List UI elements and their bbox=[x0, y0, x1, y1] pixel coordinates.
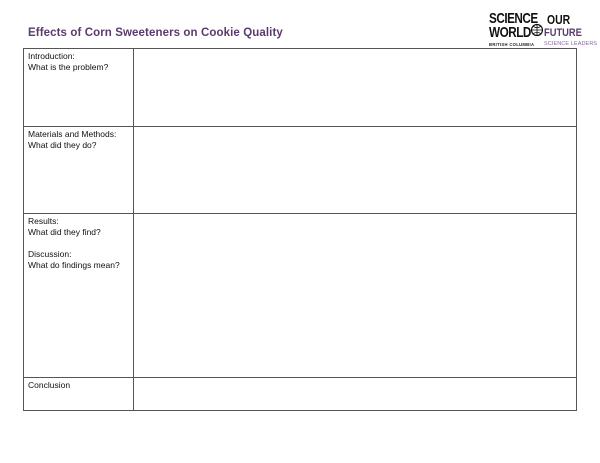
logo-british-columbia: BRITISH COLUMBIA bbox=[489, 42, 535, 47]
answer-cell-results-discussion[interactable] bbox=[134, 214, 577, 378]
answer-cell-introduction[interactable] bbox=[134, 49, 577, 127]
worksheet-table bbox=[23, 48, 577, 411]
row-label-conclusion bbox=[24, 378, 134, 411]
table-row-introduction bbox=[24, 49, 577, 127]
row-label-results-discussion bbox=[24, 214, 134, 378]
row-heading: Results: bbox=[28, 216, 59, 226]
page-title: Effects of Corn Sweeteners on Cookie Quality bbox=[28, 27, 283, 39]
science-world-logo bbox=[489, 9, 598, 51]
answer-cell-conclusion[interactable] bbox=[134, 378, 577, 411]
logo-science-leaders: SCIENCE LEADERS bbox=[544, 41, 598, 47]
logo-future-text: FUTURE bbox=[544, 27, 582, 39]
table-row-results-discussion bbox=[24, 214, 577, 378]
row-question: What do findings mean? bbox=[28, 260, 120, 270]
row-heading: Introduction: bbox=[28, 51, 75, 61]
row-heading: Conclusion bbox=[28, 380, 71, 390]
row-heading: Materials and Methods: bbox=[28, 129, 117, 139]
row-label-introduction bbox=[24, 49, 134, 127]
table-row-materials-methods bbox=[24, 127, 577, 214]
answer-cell-materials-methods[interactable] bbox=[134, 127, 577, 214]
row-question: What did they find? bbox=[28, 227, 101, 237]
row-heading: Discussion: bbox=[28, 249, 72, 259]
table-row-conclusion bbox=[24, 378, 577, 411]
row-question: What did they do? bbox=[28, 140, 97, 150]
logo-world-text: WORLD bbox=[489, 24, 531, 41]
row-question: What is the problem? bbox=[28, 62, 109, 72]
logo-science-text: SCIENCE bbox=[489, 10, 538, 27]
globe-icon bbox=[531, 23, 543, 37]
logo-our-text: OUR bbox=[547, 12, 571, 27]
row-label-materials-methods bbox=[24, 127, 134, 214]
